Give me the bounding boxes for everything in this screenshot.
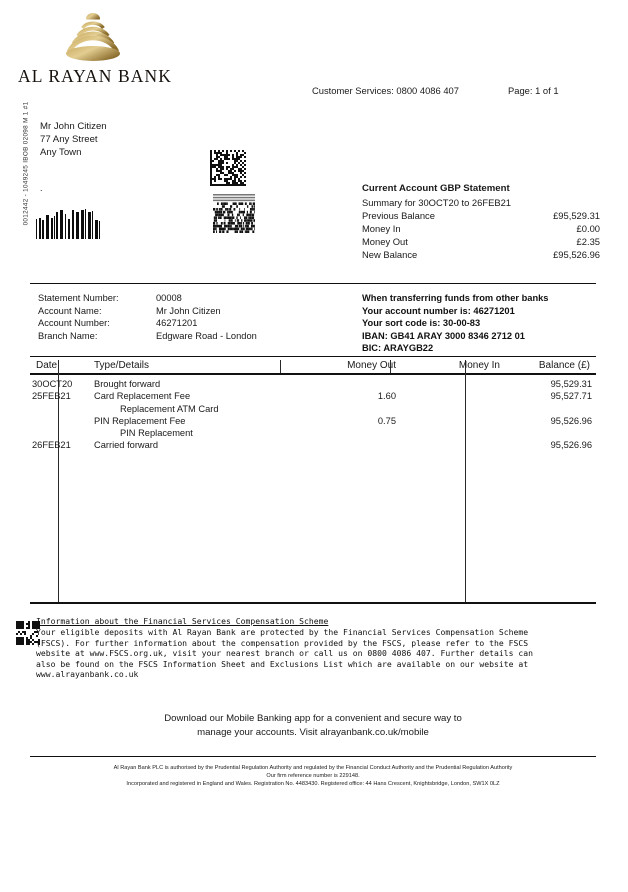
table-row: [30, 379, 596, 391]
address-marker-dot: .: [40, 183, 43, 193]
table-header-row: [30, 360, 596, 374]
summary-label: Previous Balance: [362, 210, 435, 221]
cell-money-out: 0.75: [377, 415, 396, 426]
column-header-type: Type/Details: [94, 360, 150, 371]
address-line-2: 77 Any Street: [40, 134, 98, 146]
summary-label: New Balance: [362, 249, 418, 260]
cell-date: 30OCT20: [32, 379, 73, 389]
account-details-block: [38, 292, 257, 342]
cell-balance: 95,527.71: [550, 391, 592, 402]
bank-name-wordmark: AL RAYAN BANK: [18, 66, 172, 86]
cell-balance: 95,526.96: [550, 415, 592, 426]
address-line-3: Any Town: [40, 147, 82, 159]
cell-type-details: Card Replacement Fee: [94, 391, 191, 402]
transfer-sort-code: Your sort code is: 30-00-83: [362, 318, 481, 329]
statement-number-label: Statement Number:: [38, 293, 119, 303]
promo-line-2: manage your accounts. Visit alrayanbank.co.uk/mobile: [197, 727, 429, 738]
summary-label: Money In: [362, 223, 401, 234]
recipient-address: [40, 120, 107, 160]
cell-type-details: PIN Replacement Fee: [94, 415, 186, 426]
footer-line-1: Al Rayan Bank PLC is authorised by the Prudential Regulation Authority and regulated by the Financial Conduct Authority and the Prudential Regulation Authority: [113, 765, 513, 771]
address-line-1: Mr John Citizen: [40, 121, 107, 132]
column-header-date: Date: [36, 360, 58, 371]
account-number-value: 46271201: [156, 318, 198, 329]
summary-amount: £95,529.31: [553, 210, 600, 221]
cell-date: 26FEB21: [32, 440, 71, 451]
transfer-heading: When transferring funds from other banks: [362, 293, 549, 303]
cell-money-out: 1.60: [377, 391, 396, 402]
column-header-money-in: Money In: [458, 360, 500, 371]
transfer-details-block: [362, 292, 548, 355]
divider-footer: [30, 756, 596, 757]
summary-row-money-out: [362, 235, 600, 248]
customer-services-text: Customer Services: 0800 4086 407: [312, 85, 459, 96]
cell-type-details: Replacement ATM Card: [120, 403, 219, 414]
fscs-heading: Information about the Financial Services Compensation Scheme: [36, 616, 329, 626]
transactions-body: [30, 379, 596, 453]
table-row: [30, 391, 596, 403]
summary-row-money-in: [362, 222, 600, 235]
summary-label: Money Out: [362, 236, 408, 247]
summary-row-new-balance: [362, 248, 600, 261]
table-row: [30, 404, 596, 416]
pdf417-barcode: [213, 194, 255, 234]
account-detail-row-account-number: [38, 317, 257, 330]
page-number-text: Page: 1 of 1: [508, 85, 559, 96]
account-detail-row-statement-number: [38, 292, 257, 305]
statement-summary-panel: [362, 183, 600, 261]
table-row: [30, 428, 596, 440]
cell-balance: 95,529.31: [550, 379, 592, 389]
divider-top: [30, 283, 596, 284]
account-name-value: Mr John Citizen: [156, 305, 221, 316]
column-header-money-out: Money Out: [347, 360, 396, 371]
account-name-label: Account Name:: [38, 305, 102, 316]
summary-amount: £0.00: [576, 223, 600, 234]
fscs-information-block: [36, 616, 536, 680]
linear-barcode: [36, 208, 108, 239]
cell-type-details: Brought forward: [94, 379, 161, 389]
summary-amount: £2.35: [576, 236, 600, 247]
summary-row-previous-balance: [362, 209, 600, 222]
branch-name-value: Edgware Road - London: [156, 330, 257, 341]
footer-line-2: Our firm reference number is 229148.: [266, 773, 360, 780]
footer-line-3: Incorporated and registered in England and Wales. Registration No. 4483430. Registered office: 44 Hans Crescent, Knightsbridge, London, SW1X 0LZ: [126, 781, 500, 788]
transfer-bic: BIC: ARAYGB22: [362, 343, 434, 354]
cell-balance: 95,526.96: [550, 440, 592, 451]
account-detail-row-account-name: [38, 305, 257, 318]
account-detail-row-branch-name: [38, 330, 257, 343]
table-row: [30, 440, 596, 452]
transfer-iban: IBAN: GB41 ARAY 3000 8346 2712 01: [362, 330, 525, 341]
summary-amount: £95,526.96: [553, 249, 600, 260]
promo-line-1: Download our Mobile Banking app for a convenient and secure way to: [164, 713, 462, 724]
account-number-label: Account Number:: [38, 318, 110, 329]
mobile-app-promo: [30, 712, 596, 740]
divider-account-block: [30, 356, 596, 357]
cell-type-details: Carried forward: [94, 440, 159, 451]
branch-name-label: Branch Name:: [38, 330, 98, 341]
regulatory-footer: [30, 764, 596, 789]
transactions-table: [30, 360, 596, 374]
cell-date: 25FEB21: [32, 391, 71, 402]
statement-number-value: 00008: [156, 293, 182, 303]
column-header-balance: Balance (£): [538, 360, 590, 371]
summary-title: Current Account GBP Statement: [362, 183, 510, 194]
summary-period: Summary for 30OCT20 to 26FEB21: [362, 197, 512, 208]
bank-logo: [18, 6, 172, 87]
al-rayan-arc-logo-icon: [43, 6, 143, 62]
divider-table-bottom: [30, 602, 596, 604]
fscs-body-text: Your eligible deposits with Al Rayan Bank are protected by the Financial Services Compensation Scheme (FSCS). For further information about the compensation provided by the FSCS, please refer to the FSCS website at www.FSCS.org.uk, visit your nearest branch or call us on 0800 4086 407. Further details can also be found on the FSCS Information Sheet and Exclusions List which are available on our website at www.alrayanbank.co.uk: [36, 627, 534, 680]
table-row: [30, 416, 596, 428]
data-matrix-code: [210, 150, 246, 186]
mailing-reference-code: 0012442 - 1049245 IBOB 02098 M 1 #1: [22, 101, 30, 226]
cell-type-details: PIN Replacement: [120, 428, 193, 439]
transfer-account-number: Your account number is: 46271201: [362, 305, 515, 316]
